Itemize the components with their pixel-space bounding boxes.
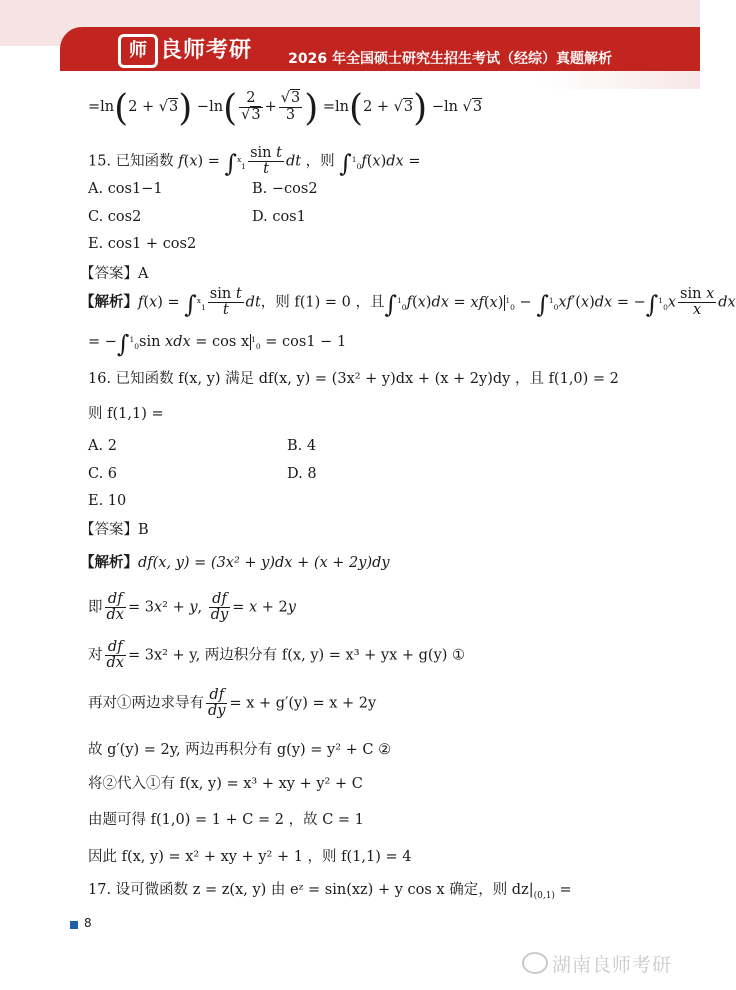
q16-option-b: B. 4 <box>287 438 317 454</box>
q15-stem: 15. 已知函数 f(x) = ∫$^x_1$ $\frac{\text{sin t}}{t}$ dt ，则 ∫$^1_0$f(x)dx = <box>88 145 421 178</box>
q15-option-d: D. cos1 <box>252 209 306 225</box>
q15-option-a: A. cos1−1 <box>88 181 163 197</box>
q16-stem: 16. 已知函数 f(x, y) 满足 df(x, y) = (3x² + y)dx + (x + 2y)dy ，且 f(1,0) = 2 <box>88 371 619 387</box>
q16-option-d: D. 8 <box>287 466 317 482</box>
q15-option-b: B. −cos2 <box>252 181 318 197</box>
q16-step3: 再对①两边求导有 $\frac{df}{dy}$ = x + g′(y) = x + 2y <box>88 687 377 720</box>
q16-step1: 即 $\frac{df}{dx}$ = 3x² + y, $\frac{df}{dy}$ = x + 2y <box>88 591 296 624</box>
q16-option-c: C. 6 <box>88 466 118 482</box>
watermark: 湖南良师考研 <box>552 954 673 976</box>
header-fade <box>540 71 700 89</box>
top-math-line: =ln(2 + √3) −ln( $\frac{2}{√3}$ + $\frac{√3}{3}$ ) =ln(2 + √3) −ln √3 <box>88 88 483 129</box>
weibo-icon <box>522 952 548 974</box>
q16-step5: 将②代入①有 f(x, y) = x³ + xy + y² + C <box>88 776 363 792</box>
q15-answer: 【答案】A <box>80 266 149 282</box>
q17-stem: 17. 设可微函数 z = z(x, y) 由 eᶻ = sin(xz) + y cos x 确定，则 $dz|_{(0,1)}$ = <box>88 882 572 901</box>
page-marker <box>70 921 78 929</box>
q16-option-a: A. 2 <box>88 438 117 454</box>
q16-answer: 【答案】B <box>80 522 149 538</box>
exam-title: 2026 年全国硕士研究生招生考试（经综）真题解析 <box>288 51 612 67</box>
q15-analysis: 【解析】f(x) = ∫$^x_1$ $\frac{\text{sin t}}{t}$ dt，则 f(1) = 0 ，且∫$^1_0$f(x)dx = xf(x) $^1_0$ − ∫$^1_0$xf′(x)dx = −∫$^1_0$x $\frac{\text{sin x}}{x}$ dx <box>80 286 736 319</box>
q16-option-e: E. 10 <box>88 493 127 509</box>
page-number: 8 <box>84 916 92 930</box>
q15-option-e: E. cos1 + cos2 <box>88 236 197 252</box>
q16-step2: 对 $\frac{df}{dx}$ = 3x² + y, 两边积分有 f(x, y) = x³ + yx + g(y) ① <box>88 639 466 672</box>
brand-logo: 师 <box>118 34 158 68</box>
brand-name: 良师考研 <box>160 38 253 63</box>
q15-option-c: C. cos2 <box>88 209 142 225</box>
q16-analysis: 【解析】df(x, y) = (3x² + y)dx + (x + 2y)dy <box>80 554 390 571</box>
q16-step7: 因此 f(x, y) = x² + xy + y² + 1 ，则 f(1,1) = 4 <box>88 849 412 865</box>
q16-ask: 则 f(1,1) = <box>88 406 164 422</box>
q16-step6: 由题可得 f(1,0) = 1 + C = 2 ，故 C = 1 <box>88 812 364 828</box>
q15-analysis-line2: = −∫$^1_0$sin xdx = cos x $^1_0$ = cos1 − 1 <box>88 330 347 358</box>
q16-step4: 故 g′(y) = 2y, 两边再积分有 g(y) = y² + C ② <box>88 742 392 758</box>
